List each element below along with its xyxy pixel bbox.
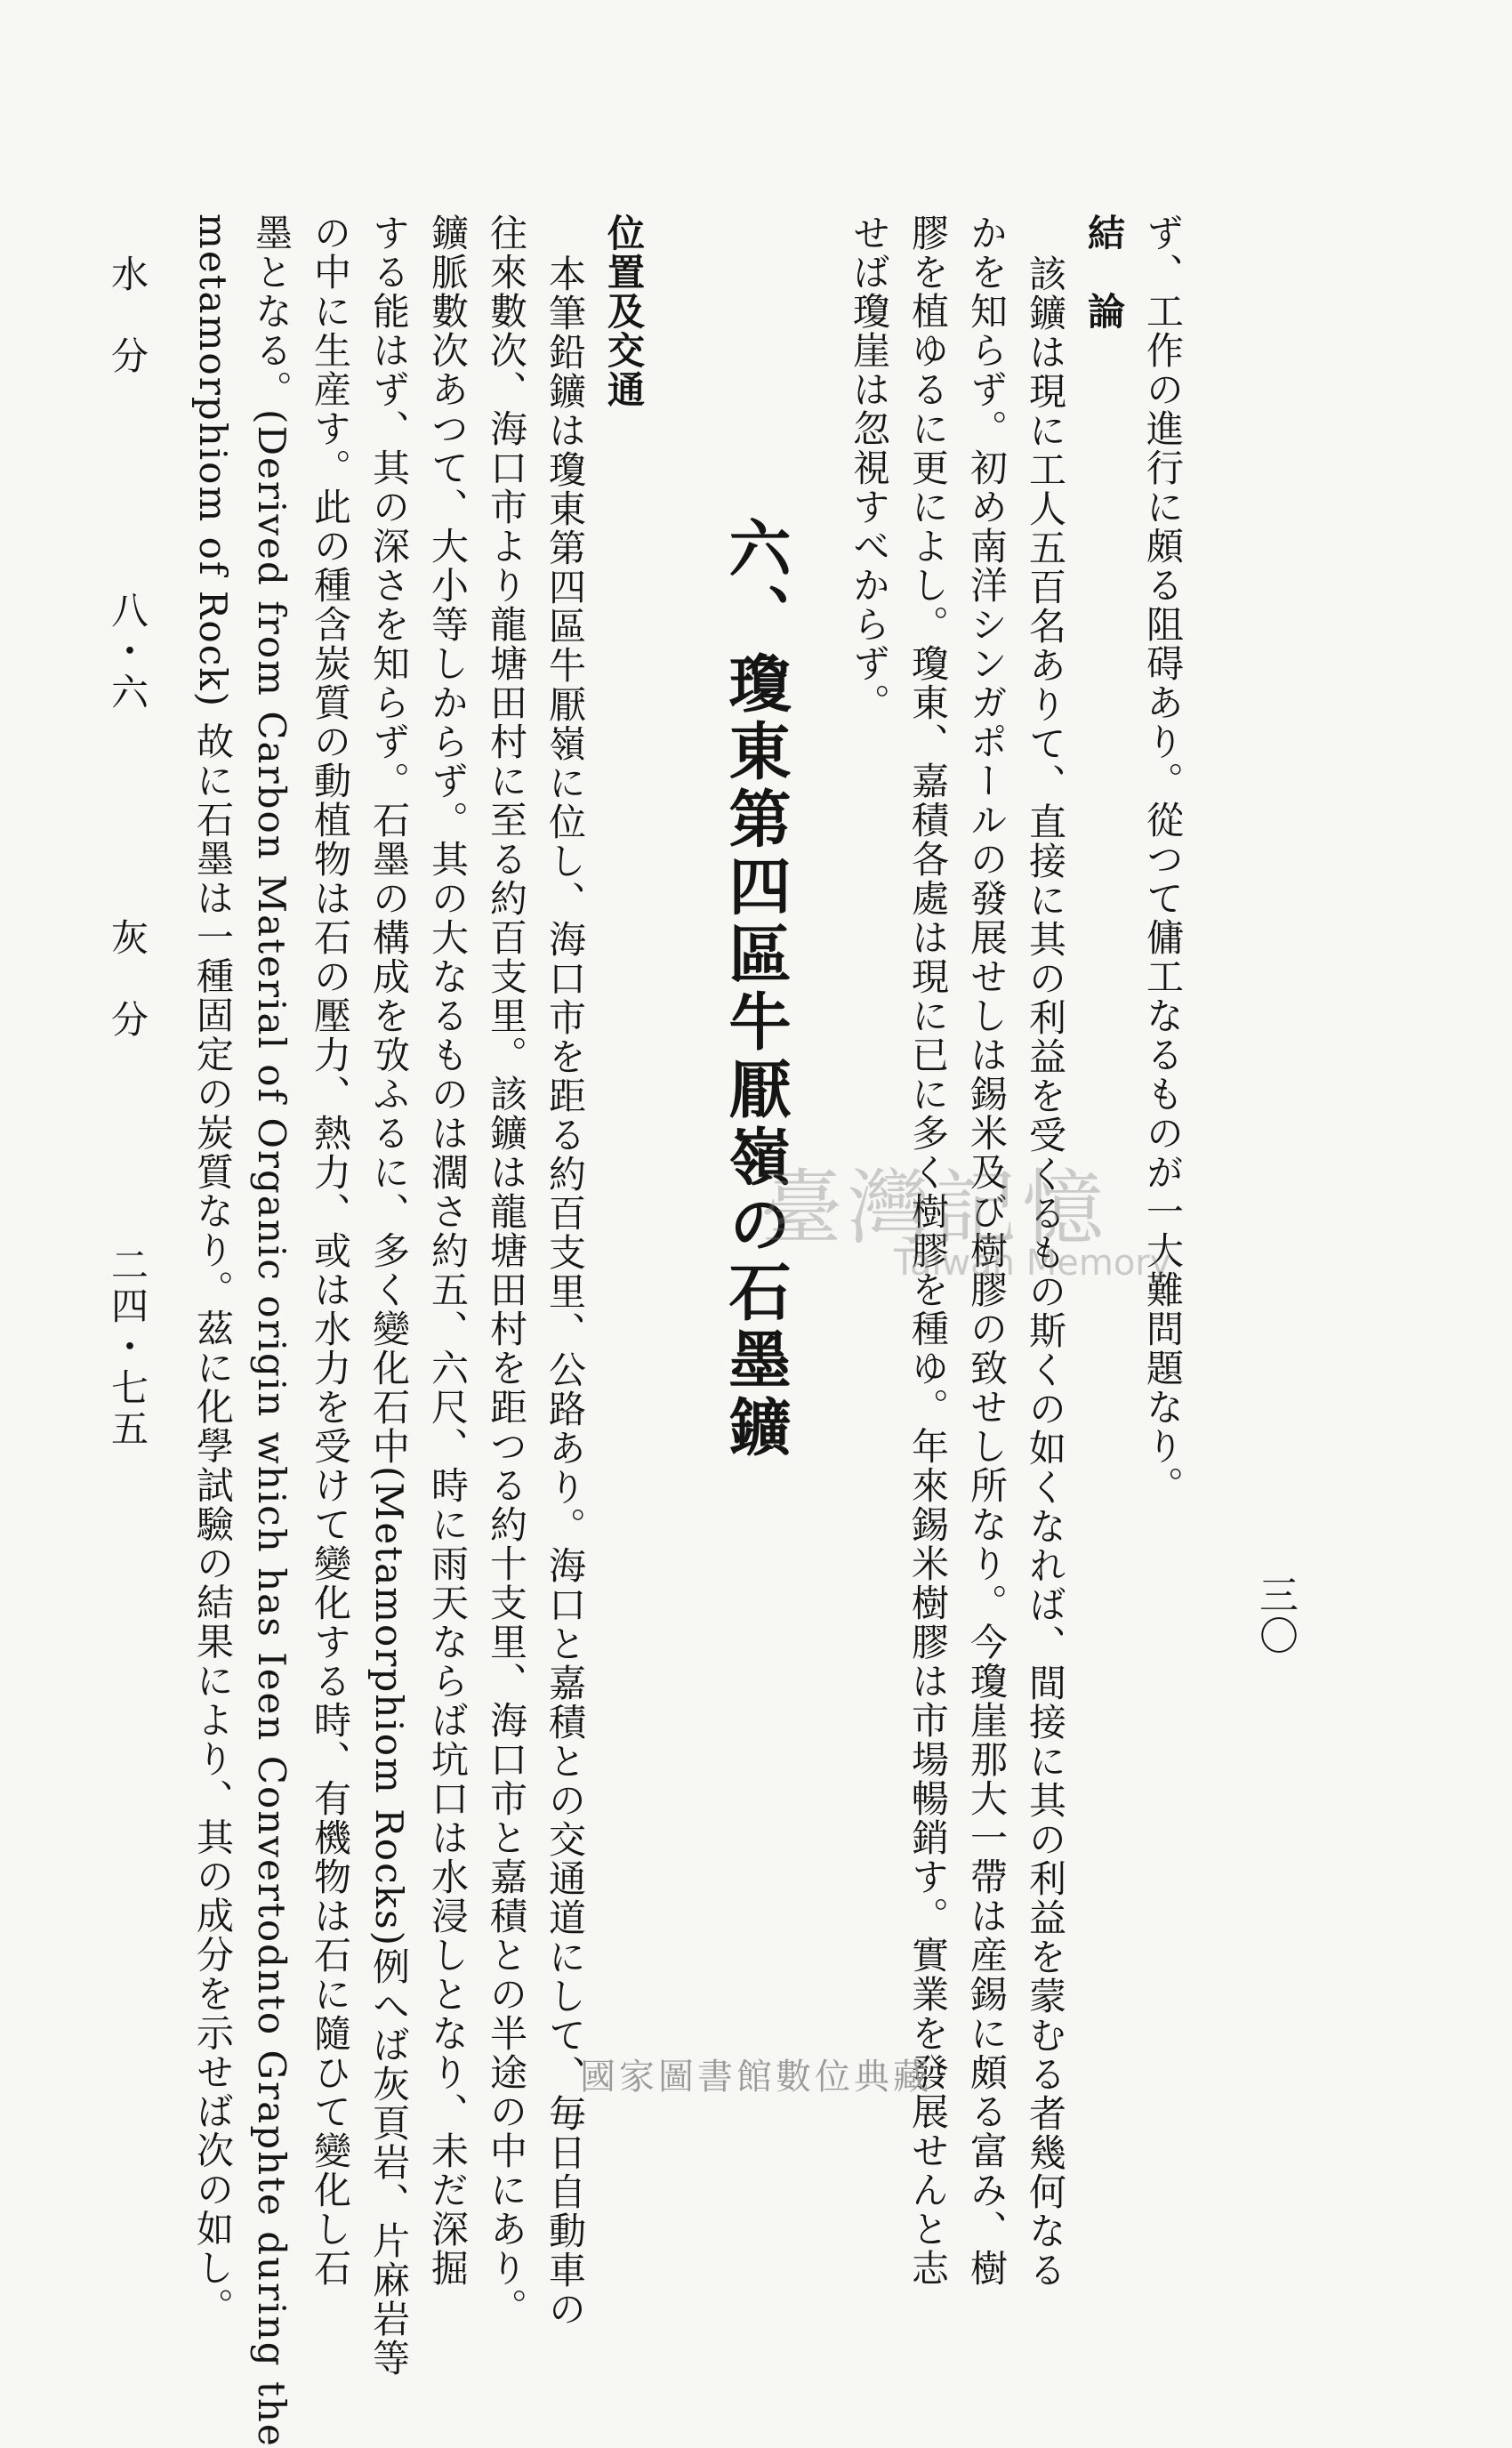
text-line: する能はず、其の深さを知らず。石墨の構成を攷ふるに、多く變化石中(Metamorphiom Rocks)例へば灰頁岩、片麻岩等 (367, 213, 411, 2379)
watermark-english: Taiwan Memory (894, 1243, 1171, 1284)
text-line: metamorphiom of Rock) 故に石墨は一種固定の炭質なり。茲に化學試驗の結果により、其の成分を示せば次の如し。 (191, 213, 235, 2327)
watermark-chinese: 臺灣記憶 (760, 1161, 1110, 1256)
section-heading: 位置及交通 (602, 213, 646, 409)
section-heading: 結 論 (1082, 213, 1126, 331)
text-line: 本筆鉛鑛は瓊東第四區牛厭嶺に位し、海口市を距る約百支里、公路あり。海口と嘉積との交通道にして、毎日自動車の (543, 254, 587, 2329)
table-value-ash: 二四・七五 (106, 1245, 149, 1450)
table-value-moisture: 八・六 (106, 591, 149, 713)
text-line: 鑛脈數次あつて、大小等しからず。其の大なるものは濶さ約五、六尺、時に雨天ならば坑口は水浸しとなり、未だ深掘 (426, 213, 470, 2288)
page-number: 三〇 (1252, 1574, 1298, 1656)
table-label-moisture: 水 分 (106, 254, 149, 377)
footer-credit: 國家圖書館數位典藏 (580, 2057, 932, 2098)
text-line: 墨となる。(Derived from Carbon Material of Organic origin which has Ieen Convertodnto Graphte during the (250, 213, 294, 2448)
table-label-ash: 灰 分 (106, 918, 149, 1041)
text-line: せば瓊崖は忽視すべからず。 (848, 213, 891, 722)
text-line: 該鑛は現に工人五百名ありて、直接に其の利益を受くるもの斯くの如くなれば、間接に其の利益を蒙むる者幾何なる (1024, 254, 1067, 2290)
text-line: の中に生産す。此の種含炭質の動植物は石の壓力、熱力、或は水力を受けて變化する時、有機物は石に隨ひて變化し石 (309, 213, 352, 2288)
chapter-title: 六、瓊東第四區牛厭嶺の石墨鑛 (719, 516, 792, 1462)
text-line: ず、工作の進行に頗る阻碍あり。從つて傭工なるものが一大難問題なり。 (1141, 213, 1185, 1505)
text-line: かを知らず。初め南洋シンガポールの發展せしは錫米及び樹膠の致せし所なり。今瓊崖那大一帶は産錫に頗る富み、樹 (965, 213, 1009, 2288)
text-line: 往來數次、海口市より龍塘田村に至る約百支里。該鑛は龍塘田村を距つる約十支里、海口市と嘉積との半途の中にあり。 (485, 213, 528, 2327)
text-line: 膠を植ゆるに更によし。瓊東、嘉積各處は現に已に多く樹膠を種ゆ。年來錫米樹膠は市場暢銷す。實業を發展せんと志 (906, 213, 950, 2288)
analysis-table-row (98, 213, 157, 1939)
